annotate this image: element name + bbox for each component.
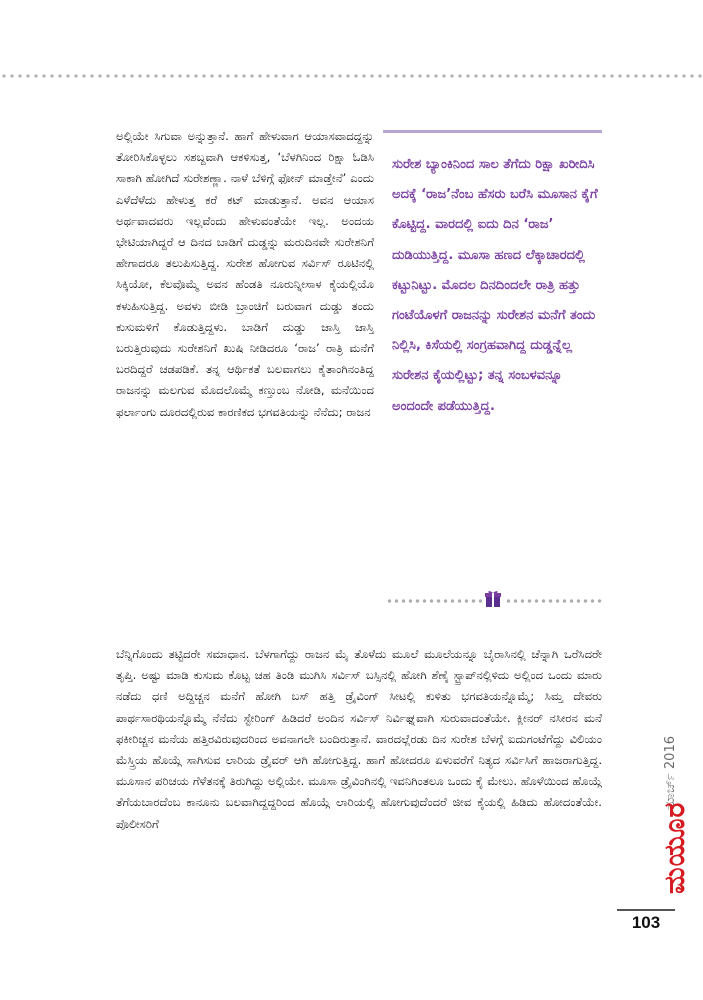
magazine-logo: ಮಯೂರ xyxy=(658,801,691,894)
body-left-column xyxy=(116,126,374,423)
pullquote-rule xyxy=(383,130,602,133)
pullquote xyxy=(392,150,602,422)
body-full-width xyxy=(116,644,602,835)
page-number: 103 xyxy=(631,913,661,932)
gift-box-icon xyxy=(483,590,503,608)
top-dotted-divider xyxy=(0,73,703,79)
body-paragraph-1: ಅಲ್ಲಿಯೇ ಸಿಗುವಾ ಅನ್ನುತ್ತಾನೆ. ಹಾಗೆ ಹೇಳುವಾಗ ಆಯಾಸವಾದದ್ದನ್ನು ತೋರಿಸಿಕೊಳ್ಳಲು ಸಶಬ್ದವಾಗಿ ಆಕಳಿಸುತ್ತ, ‘ಬೆಳಗಿನಿಂದ ರಿಕ್ಷಾ ಓಡಿಸಿ ಸಾಕಾಗಿ ಹೋಗಿದೆ ಸುರೇಶಣ್ಣಾ. ನಾಳೆ ಬೆಳಿಗ್ಗೆ ಫೋನ್ ಮಾಡ್ತೇನೆ’ ಎಂದು ಎಳೆದೆಳೆದು ಹೇಳುತ್ತ ಕರೆ ಕಟ್ ಮಾಡುತ್ತಾನೆ. ಅವನ ಆಯಾಸ ಅರ್ಥವಾದವರು ಇಲ್ಲವೆಂದು ಹೇಳುವಂತೆಯೇ ಇಲ್ಲ. ಅಂದಯ ಭೇಟಿಯಾಗಿದ್ದರೆ ಆ ದಿನದ ಬಾಡಿಗೆ ದುಡ್ಡನ್ನು ಮರುದಿನವೇ ಸುರೇಶನಿಗೆ ಹೇಗಾದರೂ ತಲುಪಿಸುತ್ತಿದ್ದ. ಸುರೇಶ ಹೋಗುವ ಸರ್ವಿಸ್ ರೂಟಿನಲ್ಲಿ ಸಿಕ್ಕಿಯೋ, ಕೆಲವೊಮ್ಮೆ ಅವನ ಹೆಂಡತಿ ನೂರುನ್ನೀಸಾಳ ಕೈಯಲ್ಲಿಯೊ ಕಳುಹಿಸುತ್ತಿದ್ದ. ಅವಳು ಬೀಡಿ ಬ್ರಾಂಚಿಗೆ ಬರುವಾಗ ದುಡ್ಡು ತಂದು ಕುಸುಮಳಿಗೆ ಕೊಡುತ್ತಿದ್ದಳು. ಬಾಡಿಗೆ ದುಡ್ಡು ಜಾಸ್ತಿ ಜಾಸ್ತಿ ಬರುತ್ತಿರುವುದು ಸುರೇಶನಿಗೆ ಖುಷಿ ನೀಡಿದರೂ ‘ರಾಜ’ ರಾತ್ರಿ ಮನೆಗೆ ಬರದಿದ್ದರೆ ಚಡಪಡಿಕೆ. ತನ್ನ ಆರ್ಥಿಕತೆ ಬಲವಾಗಲು ಕೈತಾಂಗಿನಂತಿದ್ದ ರಾಜನನ್ನು ಮಲಗುವ ಮೊದಲೊಮ್ಮೆ ಕಣ್ತುಂಬ ನೋಡಿ, ಮನೆಯಿಂದ ಫರ್ಲಾಂಗು ದೂರದಲ್ಲಿರುವ ಕಾರಣಿಕದ ಭಗವತಿಯನ್ನು ನೆನೆದು; ರಾಜನ xyxy=(116,129,374,419)
page-number-rule xyxy=(617,909,675,911)
pullquote-text: ಸುರೇಶ ಬ್ಯಾಂಕಿನಿಂದ ಸಾಲ ತೆಗೆದು ರಿಕ್ಷಾ ಖರೀದಿಸಿ ಅದಕ್ಕೆ ‘ರಾಜ’ನೆಂಬ ಹೆಸರು ಬರೆಸಿ ಮೂಸಾನ ಕೈಗೆ ಕೊಟ್ಟಿದ್ದ. ವಾರದಲ್ಲಿ ಐದು ದಿನ ‘ರಾಜ’ ದುಡಿಯುತ್ತಿದ್ದ. ಮೂಸಾ ಹಣದ ಲೆಕ್ಕಾಚಾರದಲ್ಲಿ ಕಟ್ಟುನಿಟ್ಟು. ಮೊದಲ ದಿನದಿಂದಲೇ ರಾತ್ರಿ ಹತ್ತು ಗಂಟೆಯೊಳಗೆ ರಾಜನನ್ನು ಸುರೇಶನ ಮನೆಗೆ ತಂದು ನಿಲ್ಲಿಸಿ, ಕಿಸೆಯಲ್ಲಿ ಸಂಗ್ರಹವಾಗಿದ್ದ ದುಡ್ಡನ್ನೆಲ್ಲ ಸುರೇಶನ ಕೈಯಲ್ಲಿಟ್ಟು; ತನ್ನ ಸಂಬಳವನ್ನೂ ಅಂದಂದೇ ಪಡೆಯುತ್ತಿದ್ದ. xyxy=(392,157,598,414)
body-paragraph-2: ಬೆನ್ನಿಗೊಂದು ತಟ್ಟಿದರೇ ಸಮಾಧಾನ. ಬೆಳಗಾಗೆದ್ದು ರಾಜನ ಮೈ ತೊಳೆದು ಮೂಲೆ ಮೂಲೆಯನ್ನೂ ಬೈರಾಸಿನಲ್ಲಿ ಚೆನ್ನಾಗಿ ಒರೆಸಿದರೇ ತೃಪ್ತಿ. ಅಷ್ಟು ಮಾಡಿ ಕುಸುಮ ಕೊಟ್ಟ ಚಹ ತಿಂಡಿ ಮುಗಿಸಿ ಸರ್ವಿಸ್ ಬಸ್ಸಿನಲ್ಲಿ ಹೋಗಿ ಶೆಣೈ ಸ್ಟ್ರಾಪ್‌ನಲ್ಲಿಳಿದು ಅಲ್ಲಿಂದ ಒಂದು ಮಾರು ನಡೆದು ಧಣಿ ಅದ್ದಿಚ್ಚನ ಮನೆಗೆ ಹೋಗಿ ಬಸ್ ಹತ್ತಿ ಡ್ರೈವಿಂಗ್ ಸೀಟಲ್ಲಿ ಕುಳಿತು ಭಗವತಿಯನ್ನೊಮ್ಮೆ; ಸಿಮ್ತ ದೇವರು ಪಾರ್ಥಸಾರಥಿಯನ್ನೊಮ್ಮೆ ನೆನೆದು ಸ್ಟೇರಿಂಗ್ ಹಿಡಿದರೆ ಅಂದಿನ ಸರ್ವಿಸ್ ನಿರ್ವಿಘ್ನವಾಗಿ ಸುರುವಾದಂತೆಯೇ. ಕ್ಲೀನರ್ ನಸೀರನ ಮನೆ ಫಕೀರಿಚ್ಚನ ಮನೆಯ ಹತ್ತಿರವಿರುವುದರಿಂದ ಅವನಾಗಲೇ ಬಂದಿರುತ್ತಾನೆ. ವಾರದಲ್ಲೆರಡು ದಿನ ಸುರೇಶ ಬೆಳಗ್ಗೆ ಐದುಗಂಟೆಗೆದ್ದು ವಿಲಿಯಂ ಮೆಸ್ತ್ರಿಯ ಹೊಯ್ಗೆ ಸಾಗಿಸುವ ಲಾರಿಯ ಡ್ರೈವರ್ ಆಗಿ ಹೋಗುತ್ತಿದ್ದ. ಹಾಗೆ ಹೋದರೂ ಏಳುವರೆಗೆ ನಿತ್ಯದ ಸರ್ವಿಸಿಗೆ ಹಾಜರಾಗುತ್ತಿದ್ದ. ಮೂಸಾನ ಪರಿಚಯ ಗೆಳೆತನಕ್ಕೆ ತಿರುಗಿದ್ದು ಅಲ್ಲಿಯೇ. ಮೂಸಾ ಡ್ರೈವಿಂಗಿನಲ್ಲಿ ಇವನಿಗಿಂತಲೂ ಒಂದು ಕೈ ಮೇಲು. ಹೊಳೆಯಿಂದ ಹೊಯ್ಗೆ ತೆಗೆಯಬಾರದೆಂಬ ಕಾನೂನು ಬಲವಾಗಿದ್ದದ್ದರಿಂದ ಹೊಯ್ಗೆ ಲಾರಿಯಲ್ಲಿ ಹೋಗುವುದೆಂದರೆ ಜೀವ ಕೈಯಲ್ಲಿ ಹಿಡಿದು ಹೋದಂತೆಯೇ. ಪೊಲೀಸರಿಗೆ xyxy=(116,647,602,831)
issue-date: ಮಾರ್ಚ್ 2016 xyxy=(663,736,678,810)
